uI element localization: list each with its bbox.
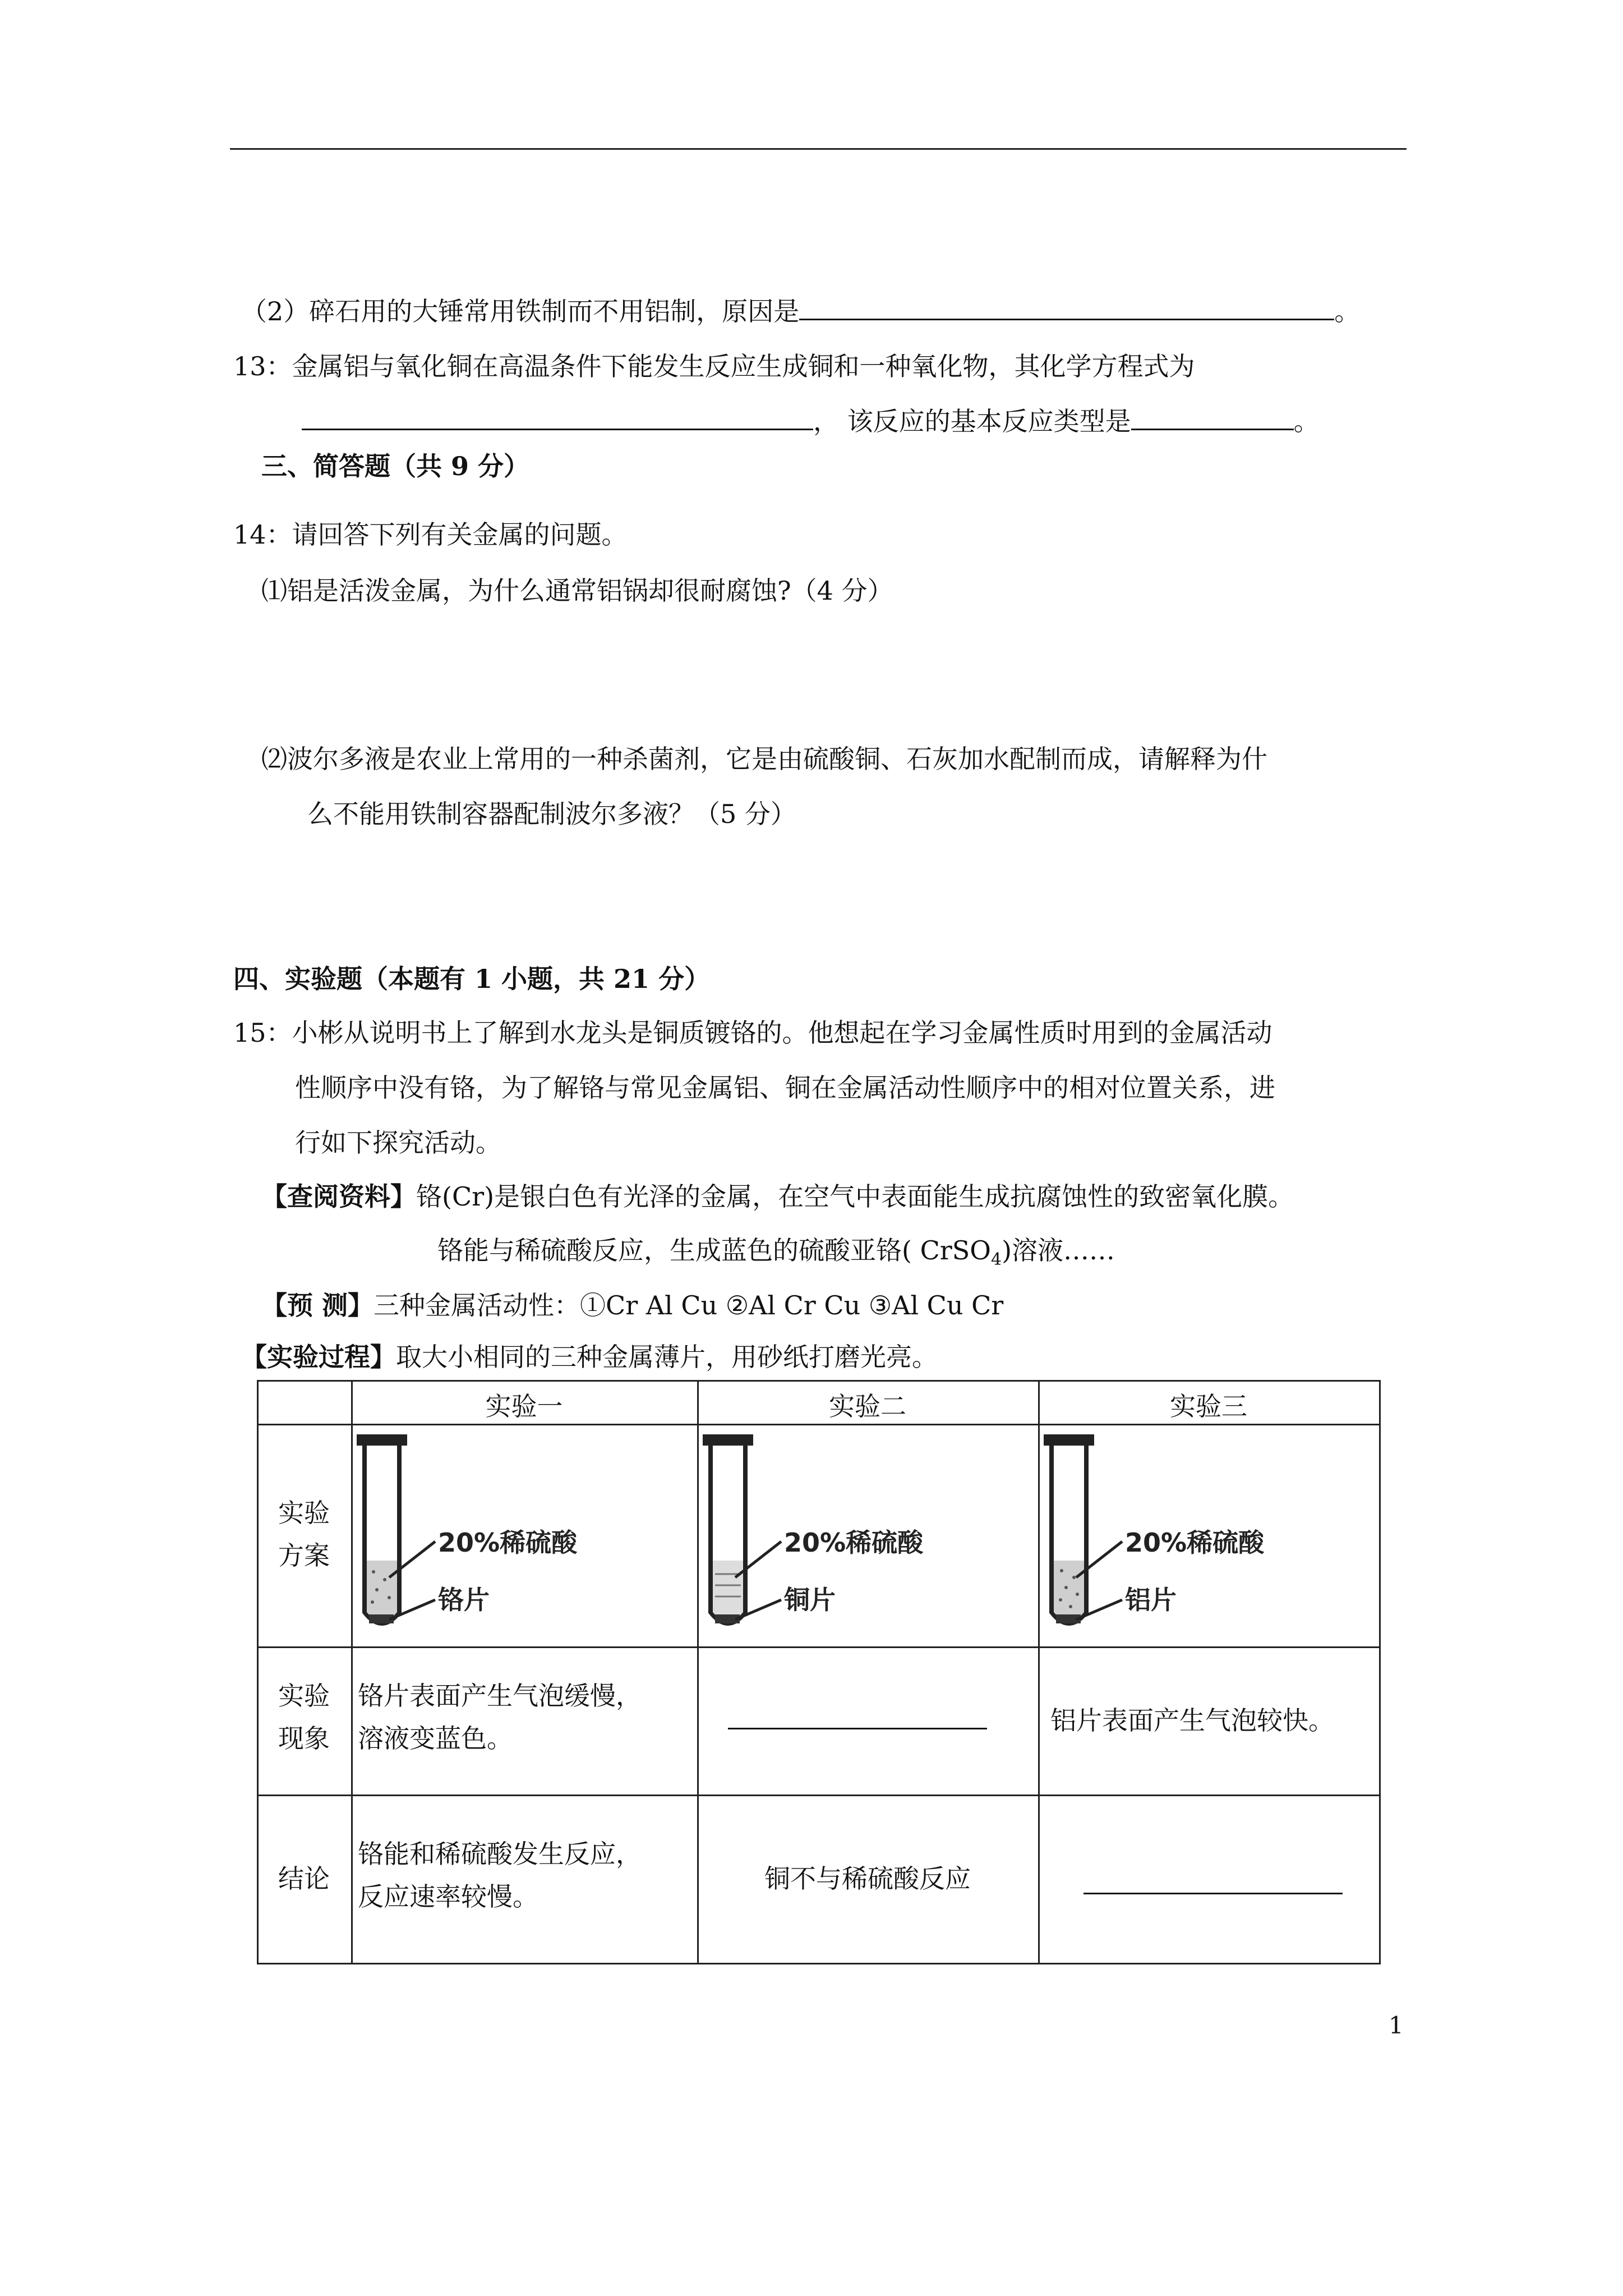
section4-title: 四、实验题（本题有 1 小题，共 21 分） (233, 964, 711, 994)
q13-line2: ， 该反应的基本反应类型是 。 (302, 408, 1320, 434)
reference-paragraph: 【查阅资料】铬(Cr)是银白色有光泽的金属，在空气中表面能生成抗腐蚀性的致密氧化膜。 (261, 1181, 1294, 1212)
acid-label-3: 20%稀硫酸 (1125, 1527, 1265, 1558)
reference-line2: 铬能与稀硫酸反应，生成蓝色的硫酸亚铬( CrSO$_4$)溶液…… (437, 1235, 1115, 1270)
metal-label-3: 铝片 (1125, 1585, 1177, 1615)
answer-blank-q12[interactable] (799, 319, 1334, 320)
header-experiment-3: 实验三 (1170, 1391, 1247, 1421)
process-line: 【实验过程】取大小相同的三种金属薄片，用砂纸打磨光亮。 (241, 1342, 938, 1372)
row-label-phenomenon: 实验 现象 (278, 1681, 330, 1754)
answer-blank-phenomenon-2[interactable] (728, 1728, 987, 1729)
q14-sub1: ⑴铝是活泼金属，为什么通常铝锅却很耐腐蚀?（4 分） (261, 576, 893, 606)
header-experiment-1: 实验一 (485, 1391, 563, 1421)
test-tube-diagram-1 (357, 1432, 626, 1639)
phenomenon-experiment-1: 铬片表面产生气泡缓慢， 溶液变蓝色。 (358, 1681, 642, 1754)
test-tube-diagram-2 (703, 1432, 972, 1639)
q14-stem: 14：请回答下列有关金属的问题。 (233, 519, 628, 550)
answer-blank-reaction-type[interactable] (1131, 429, 1294, 430)
prediction-line: 【预 测】三种金属活动性：①Cr Al Cu ②Al Cr Cu ③Al Cu Cr (261, 1290, 1004, 1320)
row-label-plan: 实验 方案 (278, 1498, 330, 1571)
metal-label-2: 铜片 (784, 1585, 836, 1615)
acid-label-2: 20%稀硫酸 (784, 1527, 924, 1558)
answer-blank-equation[interactable] (302, 429, 813, 430)
q14-sub2-line1: ⑵波尔多液是农业上常用的一种杀菌剂，它是由硫酸铜、石灰加水配制而成，请解释为什 (261, 744, 1267, 774)
metal-label-1: 铬片 (438, 1585, 490, 1615)
section3-title: 三、简答题（共 9 分） (261, 451, 530, 481)
q15-line2: 性顺序中没有铬，为了解铬与常见金属铝、铜在金属活动性顺序中的相对位置关系，进 (295, 1073, 1275, 1103)
q15-line1: 15：小彬从说明书上了解到水龙头是铜质镀铬的。他想起在学习金属性质时用到的金属活动 (233, 1018, 1272, 1048)
q13-line1: 13：金属铝与氧化铜在高温条件下能发生反应生成铜和一种氧化物，其化学方程式为 (233, 351, 1195, 381)
acid-label-1: 20%稀硫酸 (438, 1527, 578, 1558)
prediction-label: 【预 测】 (261, 1290, 374, 1320)
row-label-conclusion: 结论 (278, 1864, 330, 1894)
q12-sub2: （2）碎石用的大锤常用铁制而不用铝制，原因是 。 (241, 296, 1361, 326)
reference-label: 【查阅资料】 (261, 1181, 416, 1212)
header-rule (230, 148, 1407, 150)
phenomenon-experiment-3: 铝片表面产生气泡较快。 (1050, 1705, 1334, 1736)
test-tube-diagram-3 (1044, 1432, 1313, 1639)
process-label: 【实验过程】 (241, 1342, 396, 1372)
q15-line3: 行如下探究活动。 (295, 1128, 501, 1158)
answer-blank-conclusion-3[interactable] (1083, 1893, 1343, 1894)
experiment-table (257, 1380, 1381, 1964)
page-number: 1 (1389, 2012, 1404, 2039)
conclusion-experiment-1: 铬能和稀硫酸发生反应， 反应速率较慢。 (358, 1839, 642, 1912)
q14-sub2-line2: 么不能用铁制容器配制波尔多液？（5 分） (307, 799, 796, 829)
header-experiment-2: 实验二 (829, 1391, 906, 1421)
conclusion-experiment-2: 铜不与稀硫酸反应 (764, 1864, 971, 1894)
